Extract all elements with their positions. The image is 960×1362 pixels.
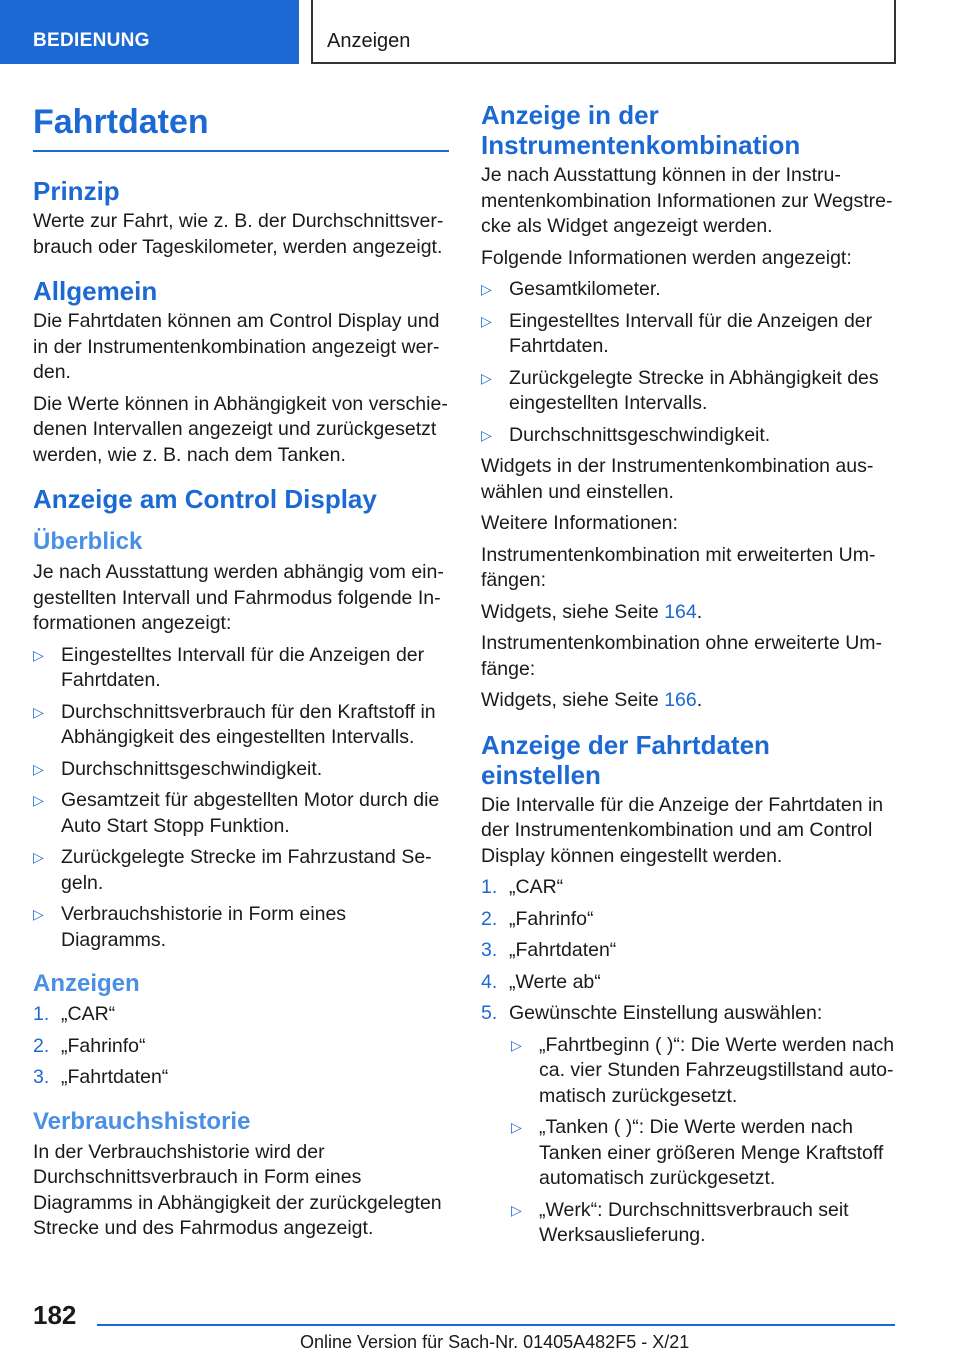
heading-control-display: Anzeige am Control Display (33, 484, 377, 514)
heading-einstellen: Anzeige der Fahrtdaten einstellen (481, 729, 770, 790)
list-item: ▷ Eingestelltes Intervall für die Anzeigen der Fahrtdaten. (481, 309, 873, 357)
triangle-bullet-icon: ▷ (33, 703, 44, 720)
step-item: 3. „Fahrtdaten“ (481, 939, 617, 961)
einstellen-steps (481, 875, 895, 1027)
step-item: 5. Gewünschte Einstellung auswählen: (481, 1002, 823, 1024)
list-item: ▷ Zurückgelegte Strecke im Fahrzustand Segeln. (33, 846, 432, 894)
page-number: 182 (33, 1300, 77, 1330)
page-link-166[interactable]: 166 (664, 689, 697, 711)
instr-text-1: Je nach Ausstattung können in der Instrumentenkombination Informationen zur Wegstrecke als Widget angezeigt werden. (481, 164, 893, 237)
ueberblick-list (33, 643, 449, 954)
verbrauchshistorie-text: In der Verbrauchshistorie wird der Durchschnittsverbrauch in Form eines Diagramms in Abhängigkeit der zurückgelegten Strecke und des Fahrmodus angezeigt. (33, 1140, 442, 1239)
triangle-bullet-icon: ▷ (481, 312, 492, 329)
list-item: ▷ Durchschnittsgeschwindigkeit. (33, 757, 449, 783)
list-item: ▷ „Fahrtbeginn ( )“: Die Werte werden nach ca. vier Stunden Fahrzeugstillstand automatisch zurückgesetzt. (511, 1033, 895, 1107)
list-item: ▷ Gesamtkilometer. (481, 277, 895, 303)
instr-text-3: Widgets in der Instrumentenkombination auswählen und einstellen. (481, 455, 874, 503)
section-label: BEDIENUNG (33, 30, 150, 51)
section-tab (0, 0, 299, 64)
triangle-bullet-icon: ▷ (33, 849, 44, 865)
heading-ueberblick: Überblick (33, 528, 143, 555)
instr-text-4: Weitere Informationen: (481, 512, 678, 534)
einstellen-text: Die Intervalle für die Anzeige der Fahrtdaten in der Instrumentenkombination und am Control Display können eingestellt werden. (481, 793, 884, 867)
triangle-bullet-icon: ▷ (33, 760, 44, 777)
instr-text-7: Instrumentenkombination ohne erweiterte Umfänge: (481, 632, 883, 680)
prinzip-text: Werte zur Fahrt, wie z. B. der Durchschnittsverbrauch oder Tageskilometer, werden angezeigt. (33, 210, 444, 258)
triangle-bullet-icon: ▷ (33, 646, 44, 663)
list-item: ▷ Durchschnittsverbrauch für den Kraftstoff in Abhängigkeit des eingestellten Intervalls. (33, 700, 436, 748)
chapter-title: Fahrtdaten (33, 100, 449, 152)
triangle-bullet-icon: ▷ (33, 906, 44, 922)
step-item: 4. „Werte ab“ (481, 970, 601, 993)
footer-text: Online Version für Sach-Nr. 01405A482F5 - X/21 (300, 1332, 690, 1352)
instr-list (481, 277, 895, 448)
instr-text-2: Folgende Informationen werden angezeigt: (481, 246, 852, 269)
triangle-bullet-icon: ▷ (481, 426, 492, 443)
heading-allgemein: Allgemein (33, 276, 158, 306)
step-item: 1. „CAR“ (33, 1003, 116, 1025)
instr-text-6: Widgets, siehe Seite 164. (481, 600, 703, 623)
heading-prinzip: Prinzip (33, 176, 120, 206)
topic-tab (311, 0, 896, 64)
triangle-bullet-icon: ▷ (481, 369, 492, 386)
ueberblick-intro: Je nach Ausstattung werden abhängig vom eingestellten Intervall und Fahrmodus folgende Informationen angezeigt: (33, 561, 444, 634)
heading-instrumentenkombination: Anzeige in der Instrumentenkombination (481, 100, 801, 160)
list-item: ▷ Durchschnittsgeschwindigkeit. (481, 423, 895, 449)
instr-text-8: Widgets, siehe Seite 166. (481, 689, 703, 711)
step-item: 1. „CAR“ (481, 876, 564, 898)
topic-label: Anzeigen (327, 30, 411, 52)
anzeigen-steps (33, 1002, 449, 1091)
heading-verbrauchshistorie: Verbrauchshistorie (33, 1107, 251, 1135)
allgemein-text-1: Die Fahrtdaten können am Control Display und in der Instrumentenkombination angezeigt werden. (33, 310, 440, 383)
list-item: ▷ Verbrauchshistorie in Form eines Diagramms. (33, 903, 347, 951)
list-item: ▷ Gesamtzeit für abgestellten Motor durch die Auto Start Stopp Funktion. (33, 789, 440, 837)
einstellen-options (511, 1033, 895, 1249)
triangle-bullet-icon: ▷ (511, 1201, 522, 1218)
triangle-bullet-icon: ▷ (511, 1119, 522, 1135)
list-item: ▷ Eingestelltes Intervall für die Anzeigen der Fahrtdaten. (33, 643, 425, 691)
allgemein-text-2: Die Werte können in Abhängigkeit von verschiedenen Intervallen angezeigt und zurückgesetzt werden, wie z. B. nach dem Tanken. (33, 392, 448, 466)
right-column (481, 100, 895, 1255)
triangle-bullet-icon: ▷ (511, 1036, 522, 1053)
list-item: ▷ „Werk“: Durchschnittsverbrauch seit Werksauslieferung. (511, 1198, 849, 1246)
page-link-164[interactable]: 164 (664, 600, 697, 623)
step-item: 2. „Fahrinfo“ (481, 907, 594, 930)
list-item: ▷ Zurückgelegte Strecke in Abhängigkeit des eingestellten Intervalls. (481, 366, 879, 414)
triangle-bullet-icon: ▷ (33, 792, 44, 808)
step-item: 2. „Fahrinfo“ (33, 1034, 146, 1057)
footer-divider (97, 1324, 895, 1326)
left-column (33, 100, 449, 1248)
step-item: 3. „Fahrtdaten“ (33, 1066, 169, 1088)
list-item: ▷ „Tanken ( )“: Die Werte werden nach Tanken einer größeren Menge Kraftstoff automatisch zurückgesetzt. (511, 1116, 884, 1189)
instr-text-5: Instrumentenkombination mit erweiterten Umfängen: (481, 543, 876, 591)
heading-anzeigen: Anzeigen (33, 970, 140, 997)
triangle-bullet-icon: ▷ (481, 281, 492, 297)
